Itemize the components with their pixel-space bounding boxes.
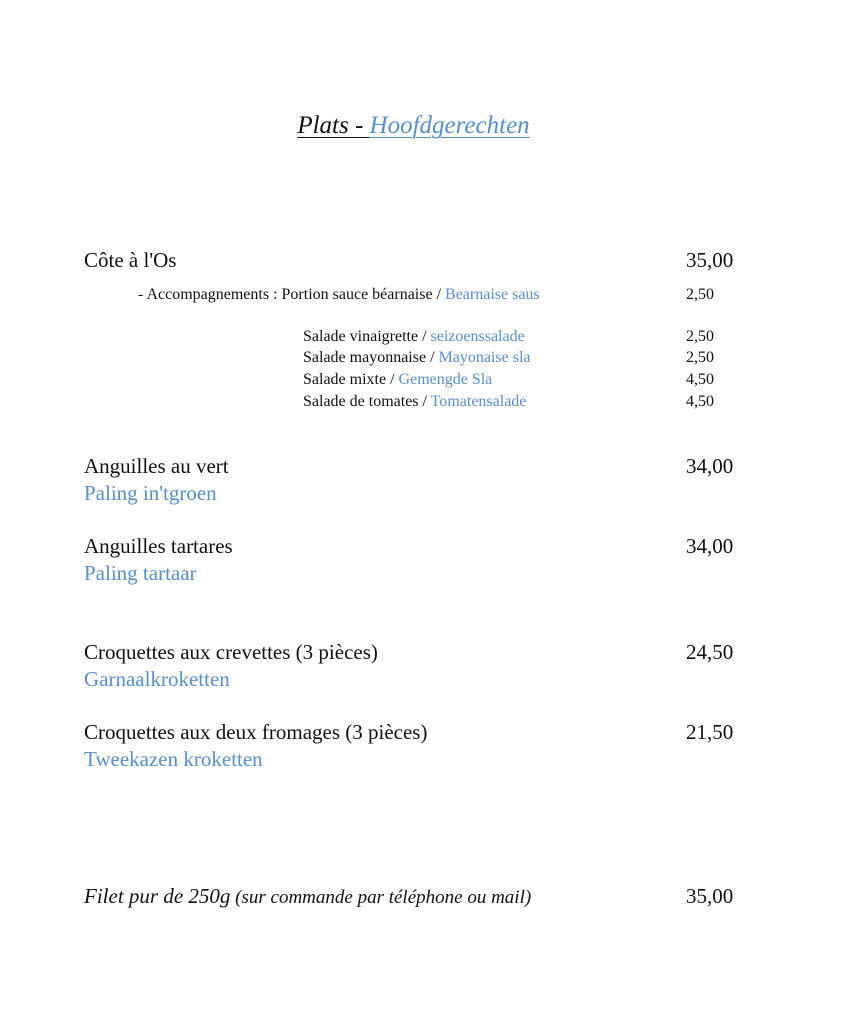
salad-price: 2,50 [686, 328, 714, 345]
salad-french: Salade mayonnaise / [303, 349, 439, 366]
salad-price: 4,50 [686, 371, 714, 388]
salad-french: Salade de tomates / [303, 393, 431, 410]
dish-name-dutch: Paling tartaar [84, 561, 197, 585]
salad-item [303, 326, 525, 347]
accompaniments-line [138, 284, 540, 305]
accompaniments-price: 2,50 [686, 286, 714, 303]
filet-name: Filet pur de 250g [84, 884, 231, 908]
salad-dutch: seizoenssalade [430, 328, 525, 345]
salad-item [303, 347, 531, 368]
dish-price: 21,50 [686, 720, 734, 744]
dish-name-french: Anguilles au vert [84, 454, 229, 478]
dish-price-cote: 35,00 [686, 248, 734, 272]
salad-french: Salade mixte / [303, 371, 399, 388]
dish-name-cote: Côte à l'Os [84, 248, 177, 272]
filet-note: (sur commande par téléphone ou mail) [230, 887, 532, 908]
page-title [0, 112, 827, 140]
filet-line [84, 883, 531, 911]
dish-price: 34,00 [686, 454, 734, 478]
title-dutch: Hoofdgerechten [369, 112, 530, 139]
salad-price: 2,50 [686, 349, 714, 366]
dish-name-french: Croquettes aux crevettes (3 pièces) [84, 640, 378, 664]
title-french: Plats - [297, 112, 370, 139]
dish-name-french: Anguilles tartares [84, 534, 233, 558]
dish-price: 34,00 [686, 534, 734, 558]
filet-price: 35,00 [686, 884, 734, 908]
dish-name-dutch: Tweekazen kroketten [84, 747, 263, 771]
salad-dutch: Mayonaise sla [438, 349, 531, 366]
salad-item [303, 391, 526, 412]
accompaniments-label: - Accompagnements : Portion sauce béarnaise / [138, 286, 446, 303]
salad-price: 4,50 [686, 393, 714, 410]
salad-dutch: Tomatensalade [430, 393, 527, 410]
salad-item [303, 369, 492, 390]
dish-price: 24,50 [686, 640, 734, 664]
dish-name-french: Croquettes aux deux fromages (3 pièces) [84, 720, 428, 744]
accompaniments-dutch: Bearnaise saus [445, 286, 540, 303]
salad-french: Salade vinaigrette / [303, 328, 431, 345]
dish-name-dutch: Paling in'tgroen [84, 481, 217, 505]
dish-name-dutch: Garnaalkroketten [84, 667, 230, 691]
salad-dutch: Gemengde Sla [398, 371, 493, 388]
